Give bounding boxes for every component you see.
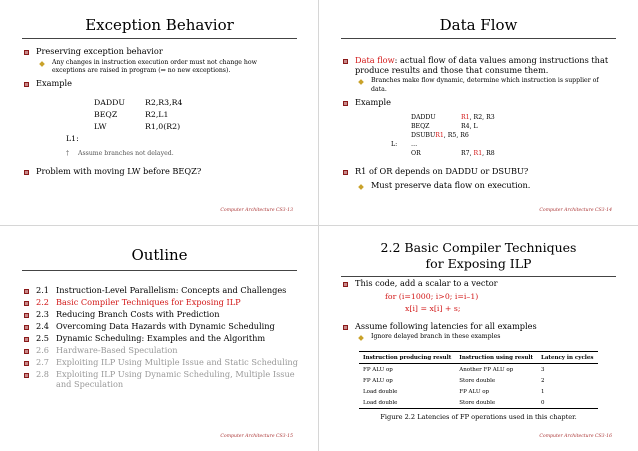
code-line: x[i] = x[i] + s; <box>405 304 461 313</box>
outline-item[interactable]: Exploiting ILP Using Multiple Issue and Static Scheduling <box>56 357 298 367</box>
slide-exception-behavior <box>0 0 319 225</box>
table-cell: 1 <box>540 388 545 395</box>
outline-number: 2.6 <box>36 345 50 355</box>
code-op: DADDU <box>94 98 125 107</box>
bullet-square-icon <box>24 325 29 330</box>
bullet-text-rest: : actual flow of data values among instructions that <box>394 55 609 65</box>
outline-number: 2.2 <box>36 297 50 307</box>
sub-bullet-diamond-icon <box>358 184 364 190</box>
code-op: BEQZ <box>411 123 430 130</box>
bullet-square-icon <box>343 282 348 287</box>
latency-table <box>359 351 598 409</box>
bullet-square-icon <box>343 325 348 330</box>
outline-number: 2.7 <box>36 357 50 367</box>
sub-bullet-diamond-icon <box>39 61 45 67</box>
table-cell: 0 <box>537 397 598 409</box>
table-row <box>359 386 598 397</box>
table-cell: FP ALU op <box>459 388 490 395</box>
slide-footer: Computer Architecture CS3-13 <box>220 208 293 213</box>
table-cell: FP ALU op <box>363 377 393 384</box>
bullet-square-icon <box>24 289 29 294</box>
table-cell: FP ALU op <box>363 366 393 373</box>
code-args-tail: , R8 <box>482 150 495 157</box>
outline-item[interactable]: Reducing Branch Costs with Prediction <box>56 309 220 319</box>
column-header: Latency in cycles <box>537 352 598 364</box>
code-line <box>411 132 469 140</box>
code-args-rest: R7, <box>461 150 474 157</box>
note-text: Assume branches not delayed. <box>78 150 174 157</box>
outline-item[interactable]: Hardware-Based Speculation <box>56 345 178 355</box>
code-args <box>461 114 495 122</box>
outline-item[interactable]: Instruction-Level Parallelism: Concepts and Challenges <box>56 285 287 295</box>
sub-bullet-text: data. <box>371 86 387 93</box>
slide-title-line1: 2.2 Basic Compiler Techniques <box>380 240 577 255</box>
slide-outline <box>0 226 319 451</box>
outline-item-continued: and Speculation <box>56 379 124 389</box>
table-header-row <box>359 352 598 364</box>
outline-number: 2.8 <box>36 369 50 379</box>
table-cell: Another FP ALU op <box>459 366 514 373</box>
bullet-square-icon <box>24 337 29 342</box>
bullet-square-icon <box>343 170 348 175</box>
code-op: BEQZ <box>94 110 118 119</box>
outline-number: 2.4 <box>36 321 50 331</box>
code-op: OR <box>411 150 421 157</box>
bullet-text: Assume following latencies for all examples <box>355 321 537 331</box>
sub-bullet-diamond-icon <box>358 79 364 85</box>
bullet-square-icon <box>343 59 348 64</box>
outline-item[interactable]: Dynamic Scheduling: Examples and the Algorithm <box>56 333 266 343</box>
title-underline <box>22 270 297 271</box>
code-label: L: <box>391 141 398 148</box>
outline-number: 2.1 <box>36 285 50 295</box>
slide-title: Outline <box>131 246 188 264</box>
sub-bullet-text: Branches make flow dynamic, determine which instruction is supplier of <box>371 77 599 84</box>
outline-item[interactable]: Overcoming Data Hazards with Dynamic Scheduling <box>56 321 275 331</box>
register-highlight: R1 <box>473 150 483 157</box>
table-row <box>359 364 598 376</box>
code-args: R4, L <box>461 123 478 130</box>
table-cell: 3 <box>540 366 545 373</box>
outline-number: 2.3 <box>36 309 50 319</box>
sub-bullet-diamond-icon <box>358 335 364 341</box>
table-row <box>359 397 598 409</box>
bullet-square-icon <box>24 301 29 306</box>
slide-footer: Computer Architecture CS3-15 <box>220 434 293 439</box>
register-highlight: R1 <box>461 114 470 121</box>
sub-bullet-text: Any changes in instruction execution order must not change how <box>52 59 257 66</box>
title-underline <box>341 38 616 39</box>
note-mark: † <box>66 150 70 157</box>
code-args-rest: , R2, R3 <box>469 114 495 121</box>
table-cell: Store double <box>459 377 496 384</box>
slide-title: Exception Behavior <box>85 16 234 34</box>
code-args: R2,R3,R4 <box>145 98 183 107</box>
outline-number: 2.5 <box>36 333 50 343</box>
bullet-text: This code, add a scalar to a vector <box>355 278 498 288</box>
code-op: DSUBU <box>411 132 436 139</box>
sub-bullet-text: exceptions are raised in program (⇒ no new exceptions). <box>52 67 231 74</box>
table-cell: 2 <box>540 377 545 384</box>
table-cell: Load double <box>359 397 455 409</box>
bullet-square-icon <box>24 313 29 318</box>
code-args: R1,0(R2) <box>145 122 181 131</box>
bullet-square-icon <box>24 50 29 55</box>
outline-item-current[interactable]: Basic Compiler Techniques for Exposing ILP <box>56 297 241 307</box>
title-underline <box>341 276 616 277</box>
bullet-text <box>355 55 608 65</box>
code-op: … <box>411 141 418 148</box>
sub-bullet-text: Ignore delayed branch in these examples <box>371 333 501 340</box>
table-cell: Load double <box>363 388 398 395</box>
bullet-text: Example <box>36 78 72 88</box>
code-args-rest: , R5, R6 <box>443 132 469 139</box>
register-highlight: R1 <box>435 132 444 139</box>
bullet-text: Preserving exception behavior <box>36 46 163 56</box>
column-header: Instruction producing result <box>359 352 455 364</box>
code-op: LW <box>94 122 107 131</box>
table-cell: Store double <box>455 397 537 409</box>
bullet-text: Example <box>355 97 391 107</box>
bullet-square-icon <box>24 170 29 175</box>
table-row <box>359 375 598 386</box>
code-args: R2,L1 <box>145 110 169 119</box>
bullet-text: produce results and those that consume them. <box>355 65 549 75</box>
outline-item[interactable]: Exploiting ILP Using Dynamic Scheduling, Multiple Issue <box>56 369 295 379</box>
code-args <box>461 150 495 158</box>
column-header: Instruction using result <box>455 352 537 364</box>
code-line: for (i=1000; i>0; i=i–1) <box>385 292 479 301</box>
bullet-square-icon <box>24 361 29 366</box>
slide-title-line2: for Exposing ILP <box>425 256 532 271</box>
figure-caption: Figure 2.2 Latencies of FP operations used in this chapter. <box>380 413 577 421</box>
bullet-square-icon <box>24 82 29 87</box>
slide-title: Data Flow <box>439 16 518 34</box>
slide-compiler-techniques <box>319 226 638 451</box>
data-flow-term: Data flow <box>355 55 395 65</box>
slide-footer: Computer Architecture CS3-16 <box>539 434 612 439</box>
code-label: L1: <box>66 134 79 143</box>
code-op: DADDU <box>411 114 436 121</box>
slide-footer: Computer Architecture CS3-14 <box>539 208 612 213</box>
sub-bullet-text: Must preserve data flow on execution. <box>371 180 531 190</box>
bullet-square-icon <box>24 349 29 354</box>
title-underline <box>22 38 297 39</box>
slide-data-flow <box>319 0 638 225</box>
bullet-square-icon <box>343 101 348 106</box>
bullet-square-icon <box>24 373 29 378</box>
bullet-text: R1 of OR depends on DADDU or DSUBU? <box>355 166 529 176</box>
bullet-text: Problem with moving LW before BEQZ? <box>36 166 202 176</box>
